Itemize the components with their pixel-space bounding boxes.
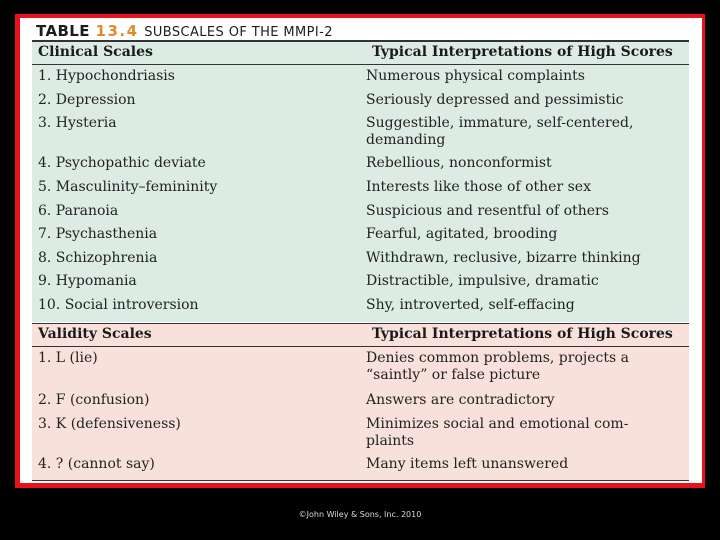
scale-interpretation: Fearful, agitated, brooding bbox=[366, 226, 558, 242]
scale-interpretation: Numerous physical complaints bbox=[366, 68, 585, 84]
scale-name: 9. Hypomania bbox=[38, 273, 137, 289]
validity-header-left: Validity Scales bbox=[38, 326, 152, 342]
scale-interpretation: Seriously depressed and pessimistic bbox=[366, 92, 624, 108]
scale-interpretation: Many items left unanswered bbox=[366, 456, 569, 472]
scale-interpretation: Distractible, impulsive, dramatic bbox=[366, 273, 599, 289]
scale-name: 4. ? (cannot say) bbox=[38, 456, 155, 472]
scale-name: 10. Social introversion bbox=[38, 297, 199, 313]
clinical-header-left: Clinical Scales bbox=[38, 44, 153, 60]
clinical-header-right: Typical Interpretations of High Scores bbox=[372, 44, 673, 60]
scale-interpretation: Minimizes social and emotional com-plaints bbox=[366, 416, 629, 449]
scale-interpretation: Rebellious, nonconformist bbox=[366, 155, 552, 171]
scale-name: 3. K (defensiveness) bbox=[38, 416, 181, 432]
validity-header-right: Typical Interpretations of High Scores bbox=[372, 326, 673, 342]
scale-name: 6. Paranoia bbox=[38, 203, 119, 219]
scale-interpretation: Suggestible, immature, self-centered, demanding bbox=[366, 115, 634, 148]
table-title-number: 13.4 bbox=[95, 22, 139, 40]
copyright-footer: ©John Wiley & Sons, Inc. 2010 bbox=[298, 510, 422, 519]
clinical-header bbox=[32, 42, 689, 65]
scale-name: 1. L (lie) bbox=[38, 350, 98, 366]
mmpi-table bbox=[32, 40, 689, 481]
validity-header bbox=[32, 324, 689, 347]
scale-name: 5. Masculinity–femininity bbox=[38, 179, 218, 195]
table-title-prefix: TABLE bbox=[36, 22, 90, 40]
validity-section bbox=[32, 323, 689, 480]
table-title bbox=[36, 22, 333, 40]
scale-interpretation: Suspicious and resentful of others bbox=[366, 203, 609, 219]
scale-interpretation: Shy, introverted, self-effacing bbox=[366, 297, 575, 313]
scale-name: 2. F (confusion) bbox=[38, 392, 150, 408]
scale-name: 8. Schizophrenia bbox=[38, 250, 158, 266]
scale-name: 7. Psychasthenia bbox=[38, 226, 158, 242]
scale-interpretation: Interests like those of other sex bbox=[366, 179, 591, 195]
scale-interpretation: Withdrawn, reclusive, bizarre thinking bbox=[366, 250, 641, 266]
scale-name: 2. Depression bbox=[38, 92, 136, 108]
table-title-text: SUBSCALES OF THE MMPI-2 bbox=[144, 25, 333, 40]
clinical-section bbox=[32, 42, 689, 322]
scale-interpretation: Answers are contradictory bbox=[366, 392, 555, 408]
slide-frame bbox=[15, 14, 705, 488]
table-sheet bbox=[20, 18, 702, 483]
scale-name: 1. Hypochondriasis bbox=[38, 68, 175, 84]
scale-name: 4. Psychopathic deviate bbox=[38, 155, 206, 171]
scale-name: 3. Hysteria bbox=[38, 115, 117, 131]
scale-interpretation: Denies common problems, projects a “saintly” or false picture bbox=[366, 350, 629, 383]
